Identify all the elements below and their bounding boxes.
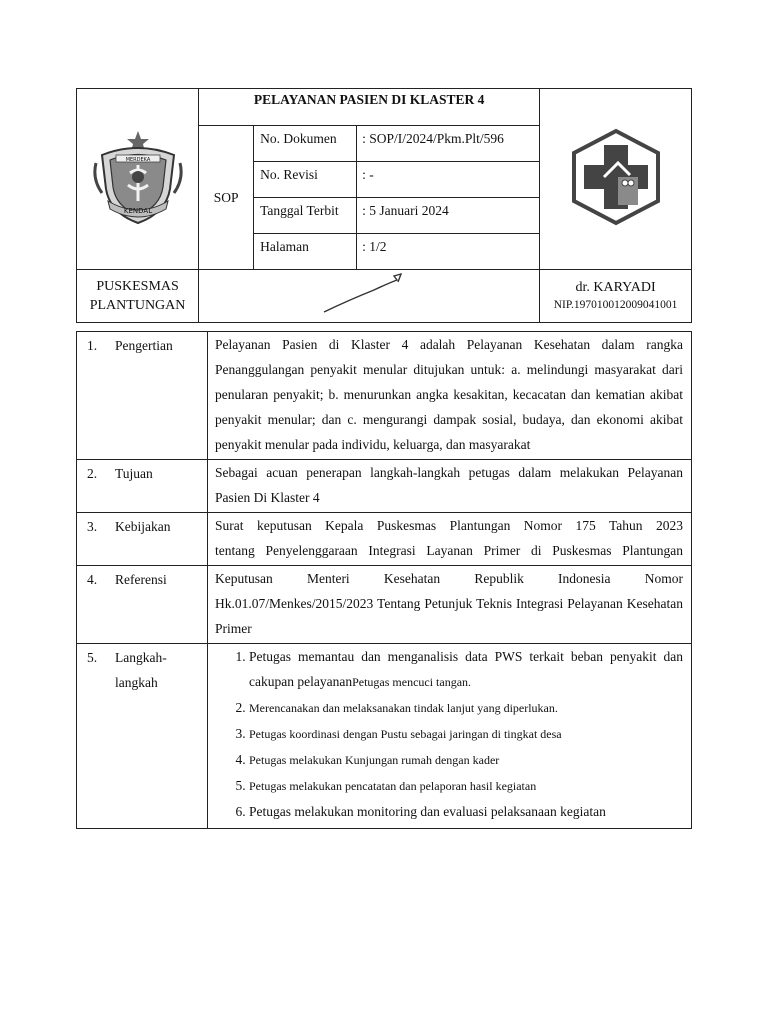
step-item — [249, 799, 683, 824]
step-text: Petugas koordinasi dengan Pustu sebagai jaringan di tingkat desa — [249, 727, 562, 741]
section-name: Kebijakan — [115, 513, 208, 566]
field-label-tanggal-terbit: Tanggal Terbit — [254, 198, 357, 234]
section-name: Tujuan — [115, 460, 208, 513]
sop-label: SOP — [199, 126, 254, 270]
section-name — [115, 644, 208, 829]
step-text: Petugas melakukan monitoring dan evaluasi pelaksanaan kegiatan — [249, 804, 606, 819]
field-label-no-revisi: No. Revisi — [254, 162, 357, 198]
doctor-name: dr. KARYADI — [575, 280, 656, 295]
section-content: Pelayanan Pasien di Klaster 4 adalah Pelayanan Kesehatan dalam rangka Penanggulangan penyakit menular ditujukan untuk: a. melindungi masyarakat dari penularan penyakit; b. menurunkan angka kesakitan, kecacatan dan kematian akibat penyakit menular; dan c. mengurangi dampak sosial, budaya, dan ekonomi akibat penyakit menular pada individu, keluarga, dan masyarakat — [208, 332, 692, 460]
doctor-nip: NIP.197010012009041001 — [553, 299, 678, 311]
field-value-halaman: : 1/2 — [357, 234, 540, 270]
puskesmas-cross-logo-icon — [564, 127, 668, 227]
organization-name — [77, 270, 199, 323]
section-number: 4. — [77, 566, 116, 644]
section-number: 5. — [77, 644, 116, 829]
section-name: Pengertian — [115, 332, 208, 460]
sop-content-table — [76, 331, 692, 829]
section-row-kebijakan — [77, 513, 692, 566]
kendal-regency-logo-icon — [88, 127, 188, 227]
section-row-langkah — [77, 644, 692, 829]
section-number: 2. — [77, 460, 116, 513]
field-label-halaman: Halaman — [254, 234, 357, 270]
section-row-referensi — [77, 566, 692, 644]
org-line-2: PLANTUNGAN — [89, 298, 186, 313]
step-text: Petugas melakukan pencatatan dan pelaporan hasil kegiatan — [249, 779, 537, 793]
section-number: 3. — [77, 513, 116, 566]
sop-header-table — [76, 88, 692, 323]
step-text: 1. Petugas memantau dan menganalisis data PWS terkait beban penyakit dan cakupan pelayananPetugas mencuci tangan. — [249, 649, 683, 689]
step-item — [249, 695, 683, 721]
field-value-no-revisi: : - — [357, 162, 540, 198]
field-label-no-dokumen: No. Dokumen — [254, 126, 357, 162]
section-name: Referensi — [115, 566, 208, 644]
section-content — [208, 644, 692, 829]
svg-text:MERDEKA: MERDEKA — [125, 157, 150, 163]
section-name-line-1: Langkah- — [115, 650, 167, 665]
document-title: PELAYANAN PASIEN DI KLASTER 4 — [199, 89, 540, 126]
section-content: Keputusan Menteri Kesehatan Republik Indonesia Nomor Hk.01.07/Menkes/2015/2023 Tentang Petunjuk Teknis Integrasi Pelayanan Kesehatan Primer — [208, 566, 692, 644]
step-text: Petugas melakukan Kunjungan rumah dengan kader — [249, 753, 500, 767]
section-content — [208, 513, 692, 566]
step-item — [249, 773, 683, 799]
step-item — [249, 747, 683, 773]
section-name-line-2: langkah — [115, 675, 158, 690]
step-text-tail: Petugas mencuci tangan. — [352, 675, 472, 689]
field-value-no-dokumen: : SOP/I/2024/Pkm.Plt/596 — [357, 126, 540, 162]
kebijakan-line-2: tentang Penyelenggaraan Integrasi Layanan Primer di Puskesmas Plantungan — [215, 543, 683, 558]
doctor-signatory — [540, 270, 692, 323]
section-content: Sebagai acuan penerapan langkah-langkah petugas dalam melakukan Pelayanan Pasien Di Klaster 4 — [208, 460, 692, 513]
steps-list — [215, 644, 683, 824]
signature-cell — [199, 270, 540, 323]
step-text: Merencanakan dan melaksanakan tindak lanjut yang diperlukan. — [249, 701, 558, 715]
signature-icon — [199, 270, 539, 318]
section-row-tujuan — [77, 460, 692, 513]
field-value-tanggal-terbit: : 5 Januari 2024 — [357, 198, 540, 234]
svg-text:KENDAL: KENDAL — [123, 207, 152, 215]
puskesmas-logo-cell — [540, 89, 692, 270]
section-row-pengertian — [77, 332, 692, 460]
section-number: 1. — [77, 332, 116, 460]
step-item — [249, 644, 683, 695]
regency-logo-cell — [77, 89, 199, 270]
step-item — [249, 721, 683, 747]
kebijakan-line-1: Surat keputusan Kepala Puskesmas Plantungan Nomor 175 Tahun 2023 — [215, 518, 683, 533]
org-line-1: PUSKESMAS — [96, 279, 179, 294]
